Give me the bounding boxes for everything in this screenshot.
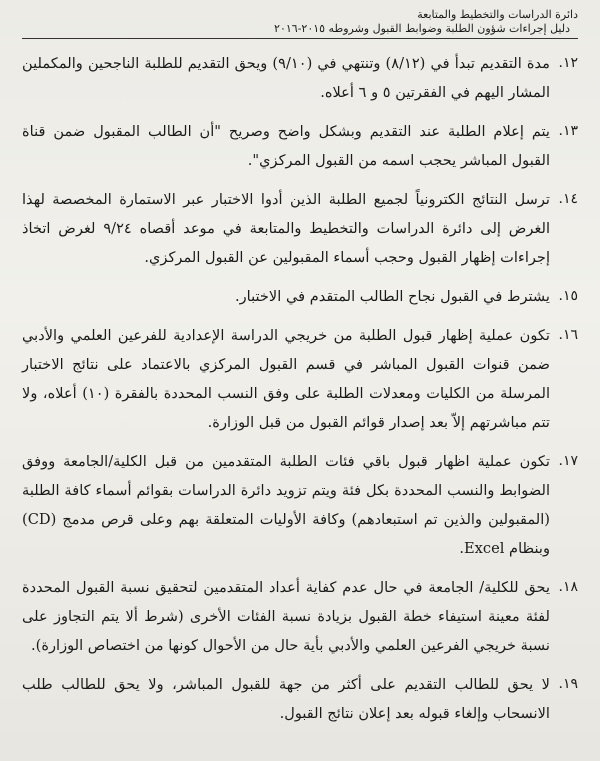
running-header: [22, 8, 578, 39]
clause-number: ١٣.: [558, 123, 578, 139]
clause-17: [22, 447, 578, 563]
clause-18: [22, 573, 578, 660]
clause-text: يتم إعلام الطلبة عند التقديم وبشكل واضح وصريح "أن الطالب المقبول ضمن قناة القبول المباشر يحجب اسمه من القبول المركزي".: [22, 123, 550, 169]
clause-number: ١٧.: [558, 453, 578, 469]
clause-14: [22, 185, 578, 272]
clauses-list: [22, 49, 578, 728]
clause-number: ١٥.: [558, 288, 578, 304]
clause-number: ١٤.: [558, 191, 578, 207]
clause-12: [22, 49, 578, 107]
clause-text: مدة التقديم تبدأ في (٨/١٢) وتنتهي في (٩/١٠) ويحق التقديم للطلبة الناجحين والمكملين المشار اليهم في الفقرتين ٥ و ٦ أعلاه.: [22, 55, 550, 101]
clause-15: [22, 282, 578, 311]
clause-number: ١٦.: [558, 327, 578, 343]
clause-number: ١٩.: [558, 676, 578, 692]
clause-number: ١٨.: [558, 579, 578, 595]
clause-text: لا يحق للطالب التقديم على أكثر من جهة للقبول المباشر، ولا يحق للطالب طلب الانسحاب وإلغاء قبوله بعد إعلان نتائج القبول.: [22, 676, 550, 722]
guide-title: دليل إجراءات شؤون الطلبة وضوابط القبول وشروطه ٢٠١٥-٢٠١٦: [274, 22, 570, 35]
clause-text: ترسل النتائج الكترونياً لجميع الطلبة الذين أدوا الاختبار عبر الاستمارة المخصصة لهذا الغرض إلى دائرة الدراسات والتخطيط والمتابعة في موعد أقصاه ٩/٢٤ لغرض اتخاذ إجراءات إظهار القبول وحجب أسماء المقبولين عن القبول المركزي.: [22, 191, 550, 266]
clause-text: يشترط في القبول نجاح الطالب المتقدم في الاختبار.: [234, 288, 550, 305]
clause-number: ١٢.: [558, 55, 578, 71]
department-name: دائرة الدراسات والتخطيط والمتابعة: [417, 8, 578, 21]
clause-text: تكون عملية اظهار قبول باقي فئات الطلبة المتقدمين من قبل الكلية/الجامعة ووفق الضوابط والنسب المحددة بكل فئة ويتم تزويد دائرة الدراسات بقوائم أسماء كافة الطلبة (المقبولين والذين تم استبعادهم) وكافة الأوليات المتعلقة بهم وعلى قرص مدمج (CD) وبنظام Excel.: [22, 453, 550, 557]
clause-19: [22, 670, 578, 728]
clause-text: تكون عملية إظهار قبول الطلبة من خريجي الدراسة الإعدادية للفرعين العلمي والأدبي ضمن قنوات القبول المباشر في قسم القبول المركزي بالاعتماد على نتائج الاختبار المرسلة من الكليات ومعدلات الطلبة على وفق النسب المحددة بالفقرة (١٠) أعلاه، ولا تتم مباشرتهم إلاّ بعد إصدار قوائم القبول من قبل الوزارة.: [22, 327, 550, 431]
clause-text: يحق للكلية/ الجامعة في حال عدم كفاية أعداد المتقدمين لتحقيق نسبة القبول المحددة لفئة معينة استيفاء خطة القبول بزيادة نسبة الفئات الأخرى (شرط ألا يتم التجاوز على نسبة خريجي الفرعين العلمي والأدبي بأية حال من الأحوال كونها من اختصاص الوزارة).: [22, 579, 550, 654]
clause-16: [22, 321, 578, 437]
clause-13: [22, 117, 578, 175]
